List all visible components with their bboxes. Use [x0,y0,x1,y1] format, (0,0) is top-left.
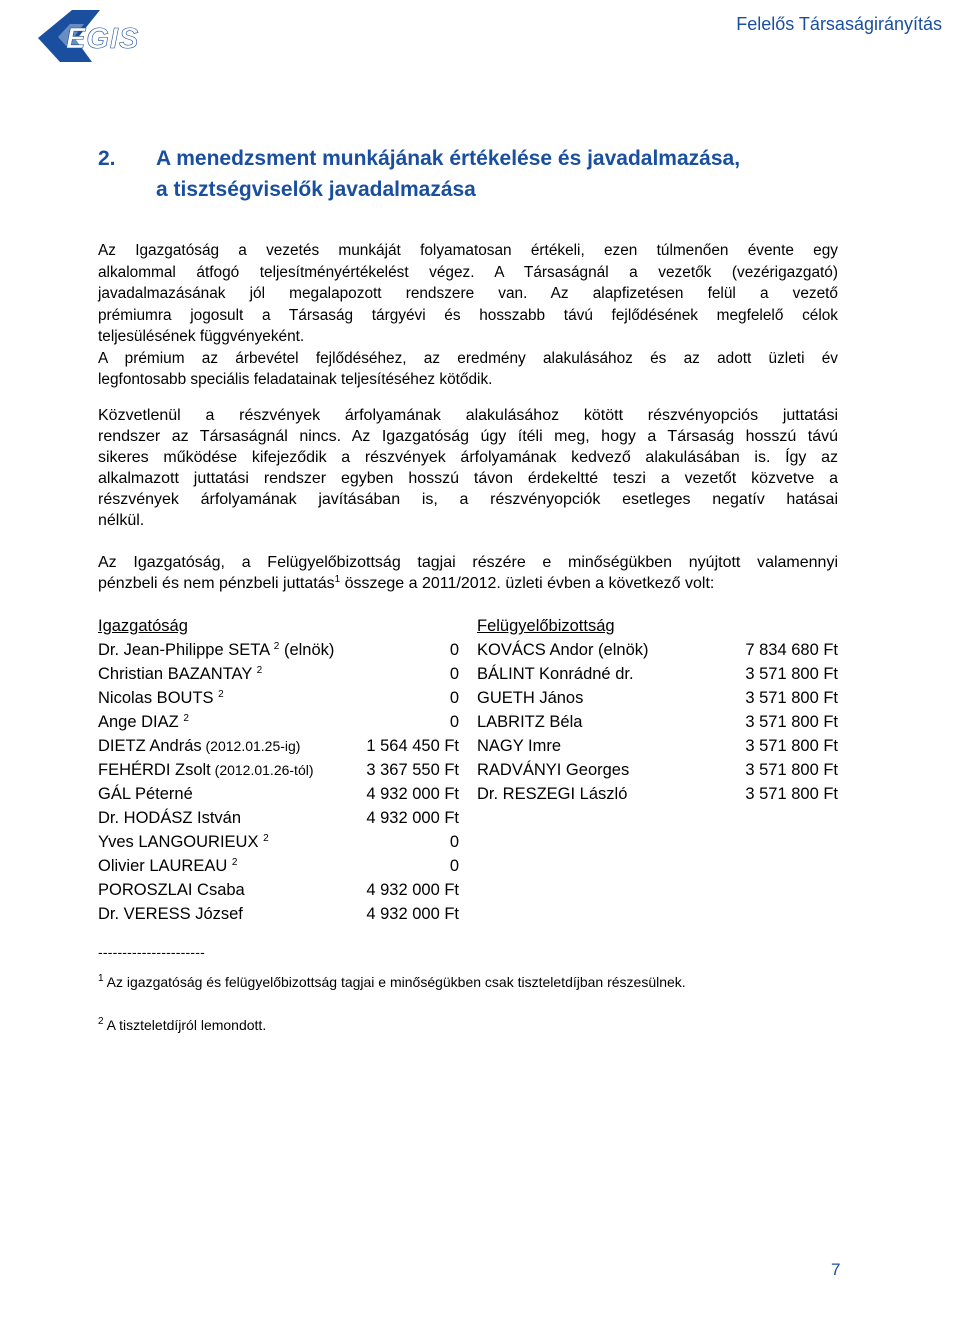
table-row [98,710,840,734]
table-row [98,830,840,854]
table-row [98,686,840,710]
member-name-text: DIETZ András [98,737,202,755]
footnote-ref: 2 [183,713,189,724]
footnote-mark: 2 [98,1016,104,1027]
member-name-text: Dr. HODÁSZ István [98,809,242,827]
paragraph-stock-options [98,405,838,531]
footnote-ref: 2 [273,641,280,652]
board-member-amount: 0 [449,665,459,683]
board-member-name [98,734,300,758]
board-member-name [98,806,241,830]
member-name-text: FEHÉRDI Zsolt [98,761,211,779]
table-row [98,638,840,662]
supervisory-member-amount: 3 571 800 Ft [745,689,838,707]
footnote-ref: 2 [263,833,269,844]
paragraph-line: részvények árfolyamának javításában is, a részvényopciók esetleges negatív hatásai [98,491,838,508]
supervisory-member-name: Dr. RESZEGI László [477,785,628,803]
board-member-name [98,710,189,734]
board-member-name [98,638,334,662]
footnote-text: Az igazgatóság és felügyelőbizottság tagjai e minőségükben csak tiszteletdíjban részesülnek. [103,974,686,990]
table-row [98,782,840,806]
footnote-mark: 1 [98,973,104,984]
footnote-ref: 2 [231,857,238,868]
paragraph-line: teljesülésének függvényeként. [98,328,305,345]
board-member-amount: 4 932 000 Ft [366,809,459,827]
paragraph-line: A prémium az árbevétel fejlődéséhez, az eredmény alakulásához és az adott üzleti év [98,349,838,367]
supervisory-member-amount: 3 571 800 Ft [745,761,838,779]
board-member-name [98,854,237,878]
supervisory-member-amount: 3 571 800 Ft [745,665,838,683]
paragraph-line: sikeres működése kifejeződik a részvények árfolyamának kedvező alakulásában is. Így az [98,449,838,466]
member-note: (elnök) [279,641,335,659]
paragraph-line: rendszer az Társaságnál nincs. Az Igazgatóság úgy ítéli meg, hogy a Társaság hosszú távú [98,428,838,445]
paragraph-line: alkalommal átfogó teljesítményértékelést végez. A Társaságnál a vezetők (vezérigazgató) [98,263,838,281]
board-member-amount: 1 564 450 Ft [366,737,459,755]
footnote-ref: 2 [218,689,224,700]
member-note: (2012.01.25-ig) [201,738,301,754]
section-title-line-1: A menedzsment munkájának értékelése és javadalmazása, [156,147,741,170]
member-name-text: Dr. VERESS József [98,905,243,923]
paragraph-evaluation [98,240,838,391]
board-member-name [98,758,314,782]
board-member-name [98,902,243,926]
member-name-text: Nicolas BOUTS [98,689,214,707]
board-member-amount: 0 [449,713,459,731]
member-name-text: Dr. Jean-Philippe SETA [98,641,270,659]
board-member-amount: 0 [449,833,459,851]
table-row [98,854,840,878]
supervisory-member-name: RADVÁNYI Georges [477,761,630,779]
paragraph-line: prémiumra jogosult a Társaság tárgyévi és hosszabb távú fejlődésének megfelelő célok [98,306,838,324]
footnote-separator: ---------------------- [98,944,205,960]
paragraph-line: Az Igazgatóság, a Felügyelőbizottság tagjai részére e minőségükben nyújtott valamennyi [98,554,838,571]
member-name-text: Olivier LAUREAU [98,857,228,875]
document-header-title: Felelős Társaságirányítás [736,14,942,34]
board-member-amount: 3 367 550 Ft [366,761,459,779]
footnote-1 [98,974,686,990]
supervisory-member-amount: 3 571 800 Ft [745,785,838,803]
footnote-text: A tiszteletdíjról lemondott. [103,1017,267,1033]
remuneration-table [98,614,840,926]
paragraph-line-text: pénzbeli és nem pénzbeli juttatás [98,575,335,592]
board-member-amount: 4 932 000 Ft [366,785,459,803]
footnote-2 [98,1017,266,1033]
supervisory-member-name: BÁLINT Konrádné dr. [477,665,634,683]
table-row [98,806,840,830]
board-member-amount: 0 [449,689,459,707]
supervisory-member-amount: 3 571 800 Ft [745,713,838,731]
paragraph-remuneration-intro [98,552,838,594]
section-heading [98,143,858,205]
paragraph-line-text: összege a 2011/2012. üzleti évben a következő volt: [340,575,715,592]
member-name-text: Ange DIAZ [98,713,179,731]
board-member-amount: 4 932 000 Ft [366,905,459,923]
board-member-amount: 0 [449,857,459,875]
supervisory-member-name: NAGY Imre [477,737,562,755]
table-row [98,758,840,782]
table-body [98,638,840,926]
paragraph-line: javadalmazásának jól megalapozott rendszere van. Az alapfizetésen felül a vezető [98,285,838,302]
board-member-name [98,878,245,902]
board-member-amount: 4 932 000 Ft [366,881,459,899]
supervisory-header: Felügyelőbizottság [477,617,615,635]
member-name-text: Yves LANGOURIEUX [98,833,259,851]
board-member-amount: 0 [449,641,459,659]
supervisory-member-name: GUETH János [477,689,584,707]
supervisory-member-name: KOVÁCS Andor (elnök) [477,641,649,659]
member-name-text: POROSZLAI Csaba [98,881,245,899]
logo-text: EGIS [66,23,140,55]
paragraph-line: alkalmazott juttatási rendszer egyben hosszú távon érdekeltté teszi a vezetőt közvetve a [98,470,838,487]
table-row [98,734,840,758]
footnote-ref: 2 [256,665,263,676]
footnote-ref: 1 [334,574,341,585]
supervisory-member-amount: 3 571 800 Ft [745,737,838,755]
table-row [98,662,840,686]
board-member-name [98,662,262,686]
paragraph-line: legfontosabb speciális feladatainak teljesítéséhez kötődik. [98,371,493,388]
board-member-name [98,830,269,854]
section-title-line-2: a tisztségviselők javadalmazása [156,178,476,201]
board-header: Igazgatóság [98,617,188,635]
supervisory-member-amount: 7 834 680 Ft [745,641,838,659]
egis-logo [30,4,175,74]
member-note: (2012.01.26-tól) [210,762,314,778]
supervisory-member-name: LABRITZ Béla [477,713,583,731]
board-member-name [98,686,224,710]
table-row [98,878,840,902]
table-row [98,902,840,926]
paragraph-line: Közvetlenül a részvények árfolyamának alakulásához kötött részvényopciós juttatási [98,407,838,424]
board-member-name [98,782,193,806]
member-name-text: GÁL Péterné [98,785,193,803]
paragraph-line: Az Igazgatóság a vezetés munkáját folyamatosan értékeli, ezen túlmenően évente egy [98,242,838,259]
member-name-text: Christian BAZANTAY [98,665,253,683]
table-header-row [98,614,840,638]
page-number: 7 [831,1260,841,1279]
paragraph-line [98,573,838,594]
section-number: 2. [98,147,116,170]
paragraph-line: nélkül. [98,512,145,529]
